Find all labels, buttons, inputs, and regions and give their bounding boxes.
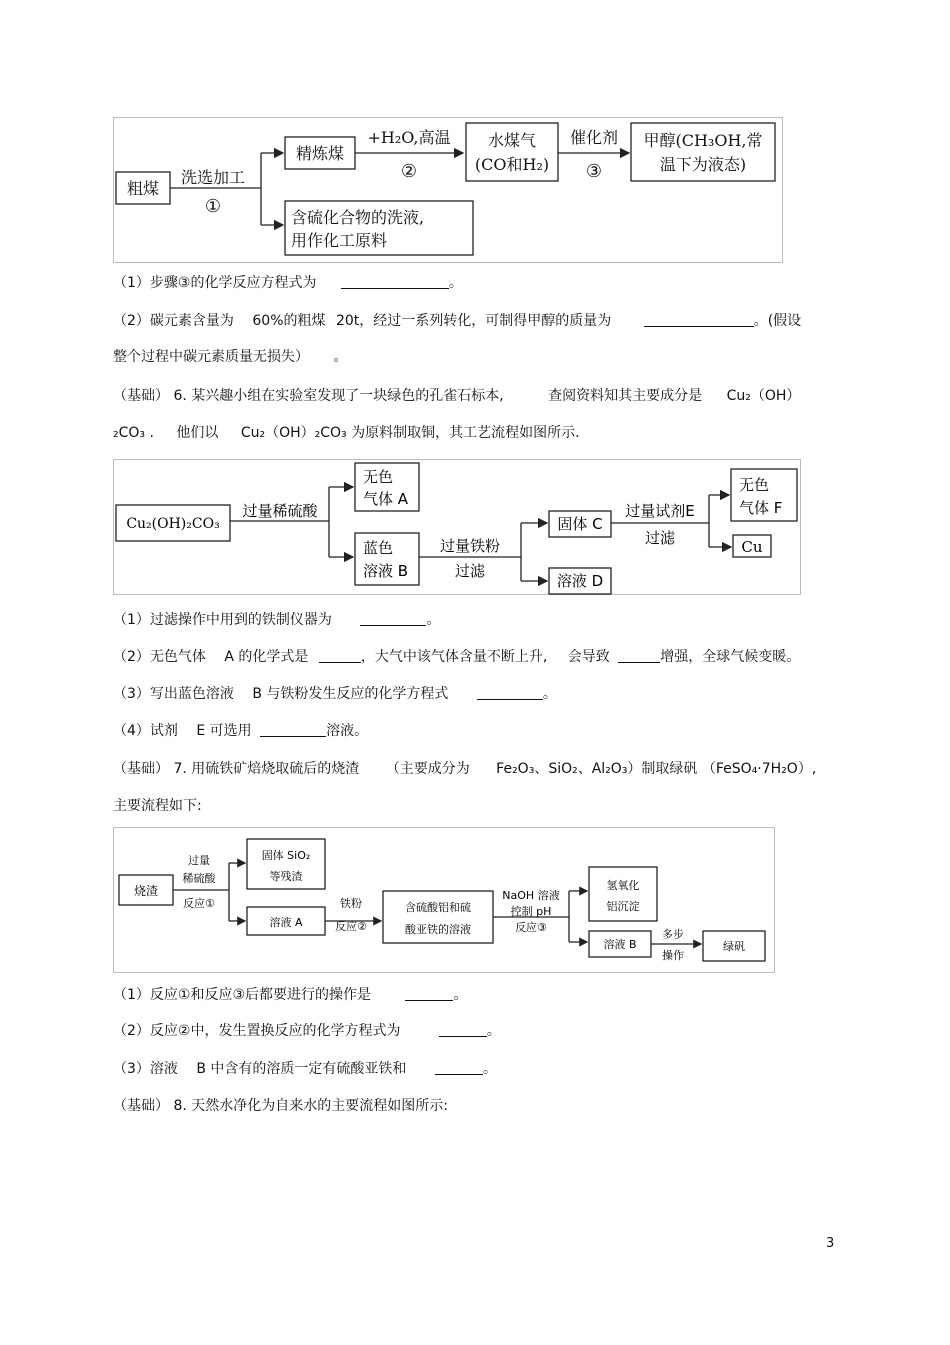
green-vitriol-flowchart xyxy=(113,827,775,973)
q7-part1-blank[interactable] xyxy=(405,986,453,1001)
solution-b-line2: 溶液 B xyxy=(363,562,409,580)
solution-d-label: 溶液 D xyxy=(556,572,604,590)
q6-part4-blank[interactable] xyxy=(260,722,326,737)
reaction3-line1: NaOH 溶液 xyxy=(502,889,560,902)
q7-part3-blank[interactable] xyxy=(435,1060,483,1075)
copper-flowchart xyxy=(113,459,801,595)
mixed-solution-line2: 酸亚铁的溶液 xyxy=(405,923,471,936)
step3-number: ③ xyxy=(585,161,603,182)
gas-f-line1: 无色 xyxy=(739,476,770,494)
byproduct-line2: 用作化工原料 xyxy=(291,231,388,250)
byproduct-line1: 含硫化合物的洗液, xyxy=(291,208,425,227)
malachite-label: Cu₂(OH)₂CO₃ xyxy=(126,516,220,532)
q6-intro-line1: （基础） 6. 某兴趣小组在实验室发现了一块绿色的孔雀石标本, 查阅资料知其主要成分是 Cu₂（OH） xyxy=(113,388,801,404)
step2-label: 过量铁粉 xyxy=(439,537,501,555)
q5-part2-blank[interactable] xyxy=(644,312,754,327)
q5-part2: （2）碳元素含量为 60%的粗煤 20t，经过一系列转化，可制得甲醇的质量为 。(假设 xyxy=(113,313,802,329)
q6-part3: （3）写出蓝色溶液 B 与铁粉发生反应的化学方程式 。 xyxy=(113,686,557,702)
reaction1-line3: 反应① xyxy=(183,897,215,910)
q6-part1: （1）过滤操作中用到的铁制仪器为 。 xyxy=(113,612,441,628)
gas-a-line1: 无色 xyxy=(363,468,394,486)
q6-intro-line2: ₂CO₃ . 他们以 Cu₂（OH）₂CO₃ 为原料制取铜，其工艺流程如图所示. xyxy=(113,425,580,441)
refined-coal-label: 精炼煤 xyxy=(295,144,345,163)
coarse-coal-label: 粗煤 xyxy=(126,179,160,198)
aluminum-hydroxide-line1: 氢氧化 xyxy=(606,879,640,892)
solution-a-label: 溶液 A xyxy=(269,916,303,929)
step2-filter: 过滤 xyxy=(454,562,486,580)
methanol-label: 甲醇(CH₃OH,常 xyxy=(643,131,763,150)
q7-intro-line2: 主要流程如下: xyxy=(113,798,202,814)
reaction3-line3: 反应③ xyxy=(515,921,547,934)
reaction1-line2: 稀硫酸 xyxy=(182,872,216,885)
step3-label: 过量试剂E xyxy=(625,502,695,520)
q6-part1-blank[interactable] xyxy=(360,611,426,626)
step1-label: 洗选加工 xyxy=(180,168,246,187)
q5-part1-blank[interactable] xyxy=(341,274,449,289)
reaction3-line2: 控制 pH xyxy=(510,905,552,918)
aluminum-hydroxide-line2: 铝沉淀 xyxy=(606,900,640,913)
mixed-solution-line1: 含硫酸铝和硫 xyxy=(405,901,471,914)
q7-part2: （2）反应②中，发生置换反应的化学方程式为 。 xyxy=(113,1023,501,1039)
q6-part2-blank-b[interactable] xyxy=(618,648,660,663)
step2-number: ② xyxy=(400,161,418,182)
multi-step-line2: 操作 xyxy=(662,949,684,962)
product-label: 绿矾 xyxy=(723,940,745,953)
q5-part1-text: （1）步骤③的化学反应方程式为 xyxy=(113,275,317,291)
solution-b-label: 溶液 B xyxy=(603,938,637,951)
solid-c-label: 固体 C xyxy=(557,515,603,533)
slag-label: 烧渣 xyxy=(133,884,159,898)
gas-a-line2: 气体 A xyxy=(363,490,409,508)
reaction2-line1: 铁粉 xyxy=(340,897,362,910)
q7-intro-line1: （基础） 7. 用硫铁矿焙烧取硫后的烧渣 （主要成分为 Fe₂O₃、SiO₂、Al₂O₃）制取绿矾 （FeSO₄·7H₂O）, xyxy=(113,761,817,777)
step3-filter: 过滤 xyxy=(644,529,676,547)
q6-part2: （2）无色气体 A 的化学式是 ，大气中该气体含量不断上升, 会导致 增强，全球气候变暖。 xyxy=(113,649,801,665)
q8-intro: （基础） 8. 天然水净化为自来水的主要流程如图所示: xyxy=(113,1098,448,1114)
step1-label: 过量稀硫酸 xyxy=(242,502,318,520)
solid-residue-line1: 固体 SiO₂ xyxy=(261,849,311,862)
page-number: 3 xyxy=(826,1236,835,1251)
water-gas-label: 水煤气 xyxy=(487,131,537,150)
solid-residue-line2: 等残渣 xyxy=(269,870,303,883)
solution-b-line1: 蓝色 xyxy=(363,539,394,557)
reaction2-line2: 反应② xyxy=(335,920,367,933)
q6-part2-blank-a[interactable] xyxy=(319,648,361,663)
coal-flowchart xyxy=(113,117,783,263)
step1-number: ① xyxy=(204,196,222,217)
step3-label: 催化剂 xyxy=(569,128,619,147)
copper-label: Cu xyxy=(741,538,763,556)
q7-part2-blank[interactable] xyxy=(439,1022,487,1037)
reaction1-line1: 过量 xyxy=(188,854,210,867)
water-gas-formula: (CO和H₂) xyxy=(474,155,550,174)
q5-part2-cont: 整个过程中碳元素质量无损失） 。 xyxy=(113,349,348,365)
step2-label: +H₂O,高温 xyxy=(367,128,451,147)
q7-part3: （3）溶液 B 中含有的溶质一定有硫酸亚铁和 。 xyxy=(113,1061,497,1077)
gas-f-line2: 气体 F xyxy=(739,499,783,517)
q6-part4: （4）试剂 E 可选用 溶液。 xyxy=(113,723,369,739)
q6-part3-blank[interactable] xyxy=(477,685,543,700)
q7-part1: （1）反应①和反应③后都要进行的操作是 。 xyxy=(113,987,468,1003)
methanol-note: 温下为液态) xyxy=(659,155,747,174)
q5-part1: （1）步骤③的化学反应方程式为 。 xyxy=(113,275,463,291)
multi-step-line1: 多步 xyxy=(662,928,684,941)
